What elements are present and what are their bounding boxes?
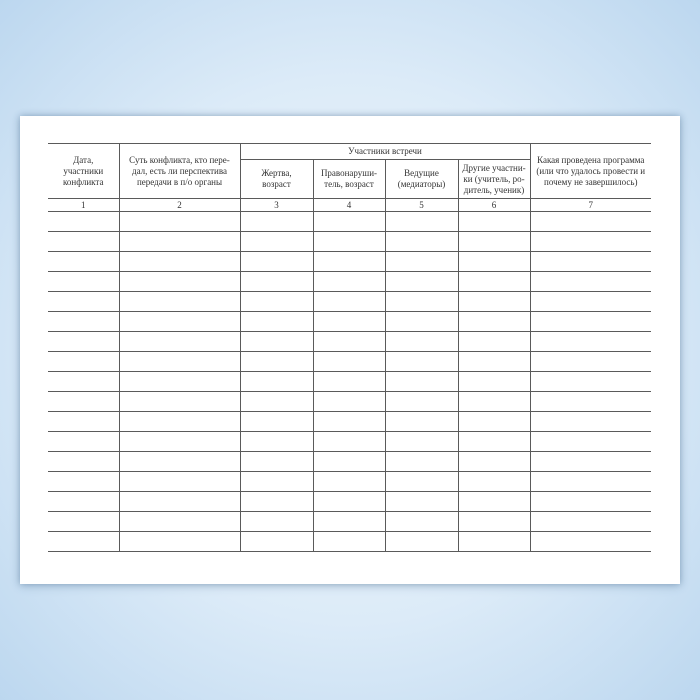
table-cell[interactable] [313, 352, 385, 372]
table-cell[interactable] [530, 272, 651, 292]
table-cell[interactable] [458, 332, 530, 352]
table-cell[interactable] [240, 232, 313, 252]
table-cell[interactable] [240, 472, 313, 492]
table-cell[interactable] [240, 212, 313, 232]
table-cell[interactable] [119, 412, 240, 432]
table-cell[interactable] [530, 392, 651, 412]
table-cell[interactable] [313, 232, 385, 252]
table-cell[interactable] [48, 472, 119, 492]
table-cell[interactable] [458, 232, 530, 252]
table-cell[interactable] [530, 232, 651, 252]
table-cell[interactable] [385, 512, 458, 532]
table-cell[interactable] [240, 272, 313, 292]
table-cell[interactable] [48, 272, 119, 292]
table-cell[interactable] [385, 392, 458, 412]
header-date: Дата, участники конфликта [48, 144, 119, 199]
table-cell[interactable] [458, 412, 530, 432]
table-cell[interactable] [119, 252, 240, 272]
table-cell[interactable] [240, 392, 313, 412]
table-cell[interactable] [48, 392, 119, 412]
table-cell[interactable] [313, 252, 385, 272]
table-cell[interactable] [530, 372, 651, 392]
table-cell[interactable] [385, 432, 458, 452]
table-cell[interactable] [240, 332, 313, 352]
table-cell[interactable] [48, 352, 119, 372]
table-cell[interactable] [240, 432, 313, 452]
table-cell[interactable] [385, 212, 458, 232]
table-row [48, 212, 651, 232]
header-mediators: Ведущие (медиаторы) [385, 160, 458, 199]
conflict-journal-table [48, 143, 651, 552]
header-offender: Правонаруши-тель, возраст [313, 160, 385, 199]
table-cell[interactable] [313, 272, 385, 292]
table-cell[interactable] [119, 392, 240, 412]
header-program: Какая проведена программа (или что удалось провести и почему не завершилось) [530, 144, 651, 199]
table-cell[interactable] [530, 412, 651, 432]
table-cell[interactable] [385, 492, 458, 512]
table-row [48, 232, 651, 252]
table-cell[interactable] [385, 352, 458, 372]
table-row [48, 332, 651, 352]
table-cell[interactable] [530, 212, 651, 232]
table-cell[interactable] [48, 512, 119, 532]
table-row [48, 292, 651, 312]
table-cell[interactable] [313, 492, 385, 512]
table-cell[interactable] [313, 372, 385, 392]
table-cell[interactable] [240, 512, 313, 532]
column-number: 2 [119, 199, 240, 212]
table-row [48, 412, 651, 432]
table-row [48, 492, 651, 512]
table-cell[interactable] [48, 532, 119, 552]
table-cell[interactable] [119, 292, 240, 312]
table-row [48, 272, 651, 292]
table-cell[interactable] [240, 292, 313, 312]
table-cell[interactable] [458, 532, 530, 552]
table-cell[interactable] [458, 512, 530, 532]
table-cell[interactable] [313, 472, 385, 492]
table-row [48, 512, 651, 532]
table-cell[interactable] [48, 292, 119, 312]
table-cell[interactable] [240, 352, 313, 372]
table-cell[interactable] [458, 212, 530, 232]
table-cell[interactable] [240, 452, 313, 472]
table-cell[interactable] [458, 352, 530, 372]
column-number: 5 [385, 199, 458, 212]
table-cell[interactable] [119, 232, 240, 252]
table-cell[interactable] [119, 332, 240, 352]
table-cell[interactable] [385, 232, 458, 252]
table-cell[interactable] [119, 272, 240, 292]
table-row [48, 432, 651, 452]
table-cell[interactable] [458, 492, 530, 512]
table-cell[interactable] [313, 532, 385, 552]
table-row [48, 532, 651, 552]
table-cell[interactable] [48, 432, 119, 452]
column-number: 6 [458, 199, 530, 212]
table-cell[interactable] [48, 372, 119, 392]
table-cell[interactable] [530, 532, 651, 552]
header-others: Другие участни-ки (учитель, ро-дитель, ученик) [458, 160, 530, 199]
table-cell[interactable] [530, 452, 651, 472]
table-cell[interactable] [119, 312, 240, 332]
table-cell[interactable] [530, 252, 651, 272]
table-cell[interactable] [119, 352, 240, 372]
table-cell[interactable] [119, 452, 240, 472]
table-row [48, 352, 651, 372]
table-row [48, 452, 651, 472]
table-cell[interactable] [458, 432, 530, 452]
table-cell[interactable] [240, 532, 313, 552]
table-cell[interactable] [385, 372, 458, 392]
table-cell[interactable] [240, 492, 313, 512]
form-sheet [20, 116, 680, 584]
table-row [48, 372, 651, 392]
table-cell[interactable] [458, 472, 530, 492]
table-cell[interactable] [313, 432, 385, 452]
column-number: 1 [48, 199, 119, 212]
table-cell[interactable] [48, 412, 119, 432]
table-cell[interactable] [48, 332, 119, 352]
table-cell[interactable] [119, 512, 240, 532]
table-cell[interactable] [48, 312, 119, 332]
table-cell[interactable] [530, 292, 651, 312]
header-victim: Жертва, возраст [240, 160, 313, 199]
table-cell[interactable] [530, 352, 651, 372]
table-cell[interactable] [458, 452, 530, 472]
table-cell[interactable] [385, 532, 458, 552]
table-cell[interactable] [385, 292, 458, 312]
table-cell[interactable] [385, 332, 458, 352]
table-cell[interactable] [240, 312, 313, 332]
column-number: 7 [530, 199, 651, 212]
table-cell[interactable] [48, 252, 119, 272]
table-cell[interactable] [240, 412, 313, 432]
table-cell[interactable] [48, 232, 119, 252]
table-row [48, 472, 651, 492]
table-cell[interactable] [530, 492, 651, 512]
table-cell[interactable] [240, 372, 313, 392]
table-cell[interactable] [240, 252, 313, 272]
table-cell[interactable] [385, 252, 458, 272]
table-cell[interactable] [530, 472, 651, 492]
table-row [48, 252, 651, 272]
table-cell[interactable] [458, 292, 530, 312]
table-cell[interactable] [313, 332, 385, 352]
column-number: 3 [240, 199, 313, 212]
table-cell[interactable] [385, 412, 458, 432]
header-essence: Суть конфликта, кто пере-дал, есть ли перспектива передачи в п/о органы [119, 144, 240, 199]
table-cell[interactable] [458, 392, 530, 412]
table-cell[interactable] [313, 292, 385, 312]
table-body [48, 212, 651, 552]
table-cell[interactable] [385, 472, 458, 492]
table-cell[interactable] [48, 212, 119, 232]
table-cell[interactable] [458, 312, 530, 332]
table-cell[interactable] [313, 512, 385, 532]
table-cell[interactable] [530, 312, 651, 332]
table-cell[interactable] [313, 392, 385, 412]
table-row [48, 312, 651, 332]
table-cell[interactable] [313, 312, 385, 332]
table-cell[interactable] [313, 212, 385, 232]
table-cell[interactable] [119, 492, 240, 512]
header-meeting-participants: Участники встречи [240, 144, 530, 160]
table-cell[interactable] [119, 472, 240, 492]
table-cell[interactable] [48, 452, 119, 472]
table-cell[interactable] [458, 272, 530, 292]
table-cell[interactable] [530, 432, 651, 452]
table-row [48, 392, 651, 412]
table-cell[interactable] [385, 452, 458, 472]
table-cell[interactable] [385, 272, 458, 292]
table-cell[interactable] [530, 332, 651, 352]
column-number: 4 [313, 199, 385, 212]
table-cell[interactable] [119, 372, 240, 392]
table-cell[interactable] [530, 512, 651, 532]
table-cell[interactable] [458, 252, 530, 272]
table-cell[interactable] [48, 492, 119, 512]
table-cell[interactable] [313, 452, 385, 472]
table-cell[interactable] [385, 312, 458, 332]
table-cell[interactable] [119, 532, 240, 552]
table-cell[interactable] [458, 372, 530, 392]
table-cell[interactable] [119, 432, 240, 452]
table-cell[interactable] [119, 212, 240, 232]
table-cell[interactable] [313, 412, 385, 432]
